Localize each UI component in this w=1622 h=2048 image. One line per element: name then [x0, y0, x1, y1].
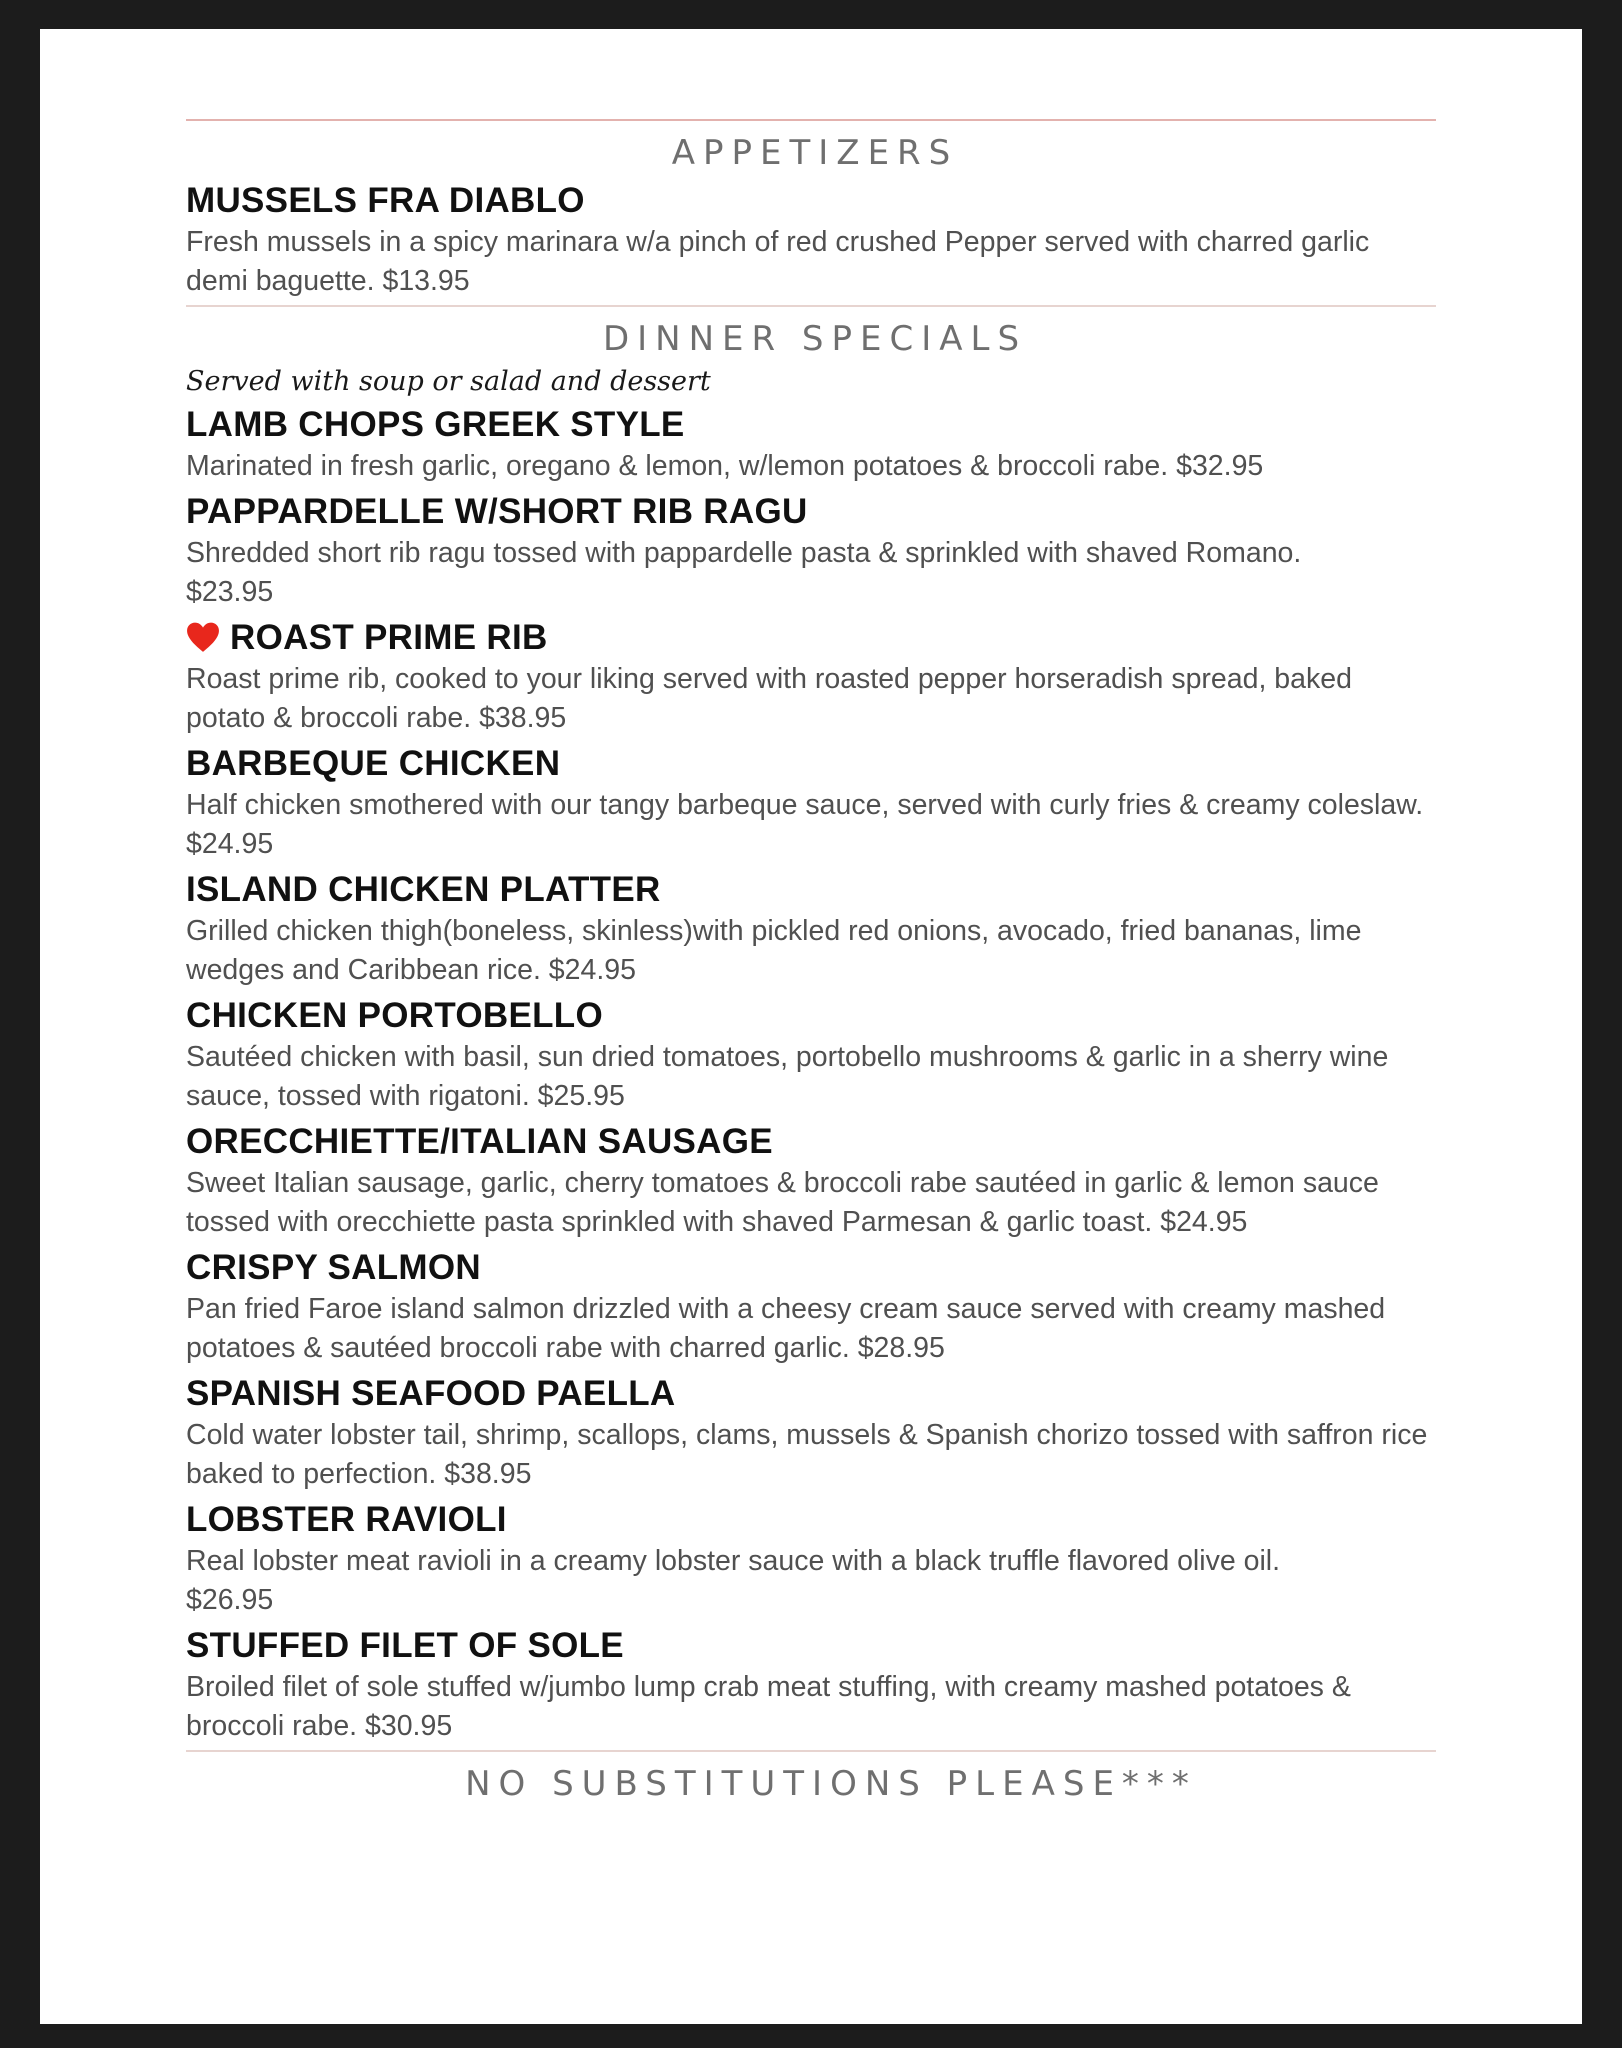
item-name: BARBEQUE CHICKEN: [186, 744, 561, 783]
item-description: Cold water lobster tail, shrimp, scallops, clams, mussels & Spanish chorizo tossed with saffron rice baked to perfection. $38.95: [186, 1419, 1428, 1490]
item-description: Pan fried Faroe island salmon drizzled with a cheesy cream sauce served with creamy mashed potatoes & sautéed broccoli rabe with charred garlic. $28.95: [186, 1293, 1386, 1364]
item-name-row: [186, 616, 1436, 660]
section-divider: [186, 305, 1436, 307]
item-description: Sweet Italian sausage, garlic, cherry tomatoes & broccoli rabe sautéed in garlic & lemon sauce tossed with orecchiette pasta sprinkled with shaved Parmesan & garlic toast. $24.95: [186, 1167, 1379, 1238]
menu-page: [40, 29, 1582, 2024]
menu-item: [186, 742, 1436, 864]
menu-item: [186, 1372, 1436, 1494]
item-name: ORECCHIETTE/ITALIAN SAUSAGE: [186, 1122, 773, 1161]
footer-note: NO SUBSTITUTIONS PLEASE***: [465, 1764, 1197, 1804]
footer-divider: [186, 1750, 1436, 1752]
item-description: Fresh mussels in a spicy marinara w/a pinch of red crushed Pepper served with charred garlic demi baguette. $13.95: [186, 226, 1370, 297]
menu-item: [186, 403, 1436, 486]
item-name: MUSSELS FRA DIABLO: [186, 181, 585, 220]
menu-item: [186, 1498, 1436, 1620]
item-description-text: Shredded short rib ragu tossed with pappardelle pasta & sprinkled with shaved Romano.: [186, 537, 1302, 569]
menu-item: [186, 179, 1436, 301]
item-name: SPANISH SEAFOOD PAELLA: [186, 1374, 676, 1413]
menu-item: [186, 490, 1436, 612]
item-name: CHICKEN PORTOBELLO: [186, 996, 603, 1035]
item-description: [186, 1542, 1436, 1620]
menu-content: [186, 119, 1436, 1804]
item-description: Broiled filet of sole stuffed w/jumbo lump crab meat stuffing, with creamy mashed potatoes & broccoli rabe. $30.95: [186, 1671, 1351, 1742]
item-name: PAPPARDELLE W/SHORT RIB RAGU: [186, 492, 808, 531]
item-description: Roast prime rib, cooked to your liking served with roasted pepper horseradish spread, baked potato & broccoli rabe. $38.95: [186, 663, 1352, 734]
item-description: Grilled chicken thigh(boneless, skinless)with pickled red onions, avocado, fried bananas, lime wedges and Caribbean rice. $24.95: [186, 915, 1362, 986]
menu-item: [186, 994, 1436, 1116]
menu-item: [186, 1120, 1436, 1242]
item-description-text: Real lobster meat ravioli in a creamy lobster sauce with a black truffle flavored olive oil.: [186, 1545, 1281, 1577]
item-price: $26.95: [186, 1584, 274, 1616]
item-name: CRISPY SALMON: [186, 1248, 481, 1287]
top-divider: [186, 119, 1436, 121]
item-price: $23.95: [186, 576, 274, 608]
menu-item: [186, 1246, 1436, 1368]
item-description: [186, 534, 1436, 612]
heart-icon: [186, 621, 220, 655]
menu-item: [186, 1624, 1436, 1746]
dinner-specials-heading: DINNER SPECIALS: [602, 319, 1028, 359]
menu-item: [186, 616, 1436, 738]
item-description: Marinated in fresh garlic, oregano & lemon, w/lemon potatoes & broccoli rabe. $32.95: [186, 450, 1264, 482]
item-description: Half chicken smothered with our tangy barbeque sauce, served with curly fries & creamy coleslaw. $24.95: [186, 789, 1424, 860]
dinner-specials-note: Served with soup or salad and dessert: [186, 366, 711, 397]
item-name: ISLAND CHICKEN PLATTER: [186, 870, 661, 909]
menu-item: [186, 868, 1436, 990]
item-name: ROAST PRIME RIB: [230, 618, 548, 657]
appetizers-heading: APPETIZERS: [671, 133, 959, 173]
item-name: STUFFED FILET OF SOLE: [186, 1626, 624, 1665]
item-name: LAMB CHOPS GREEK STYLE: [186, 405, 685, 444]
item-name: LOBSTER RAVIOLI: [186, 1500, 507, 1539]
item-description: Sautéed chicken with basil, sun dried tomatoes, portobello mushrooms & garlic in a sherry wine sauce, tossed with rigatoni. $25.95: [186, 1041, 1389, 1112]
